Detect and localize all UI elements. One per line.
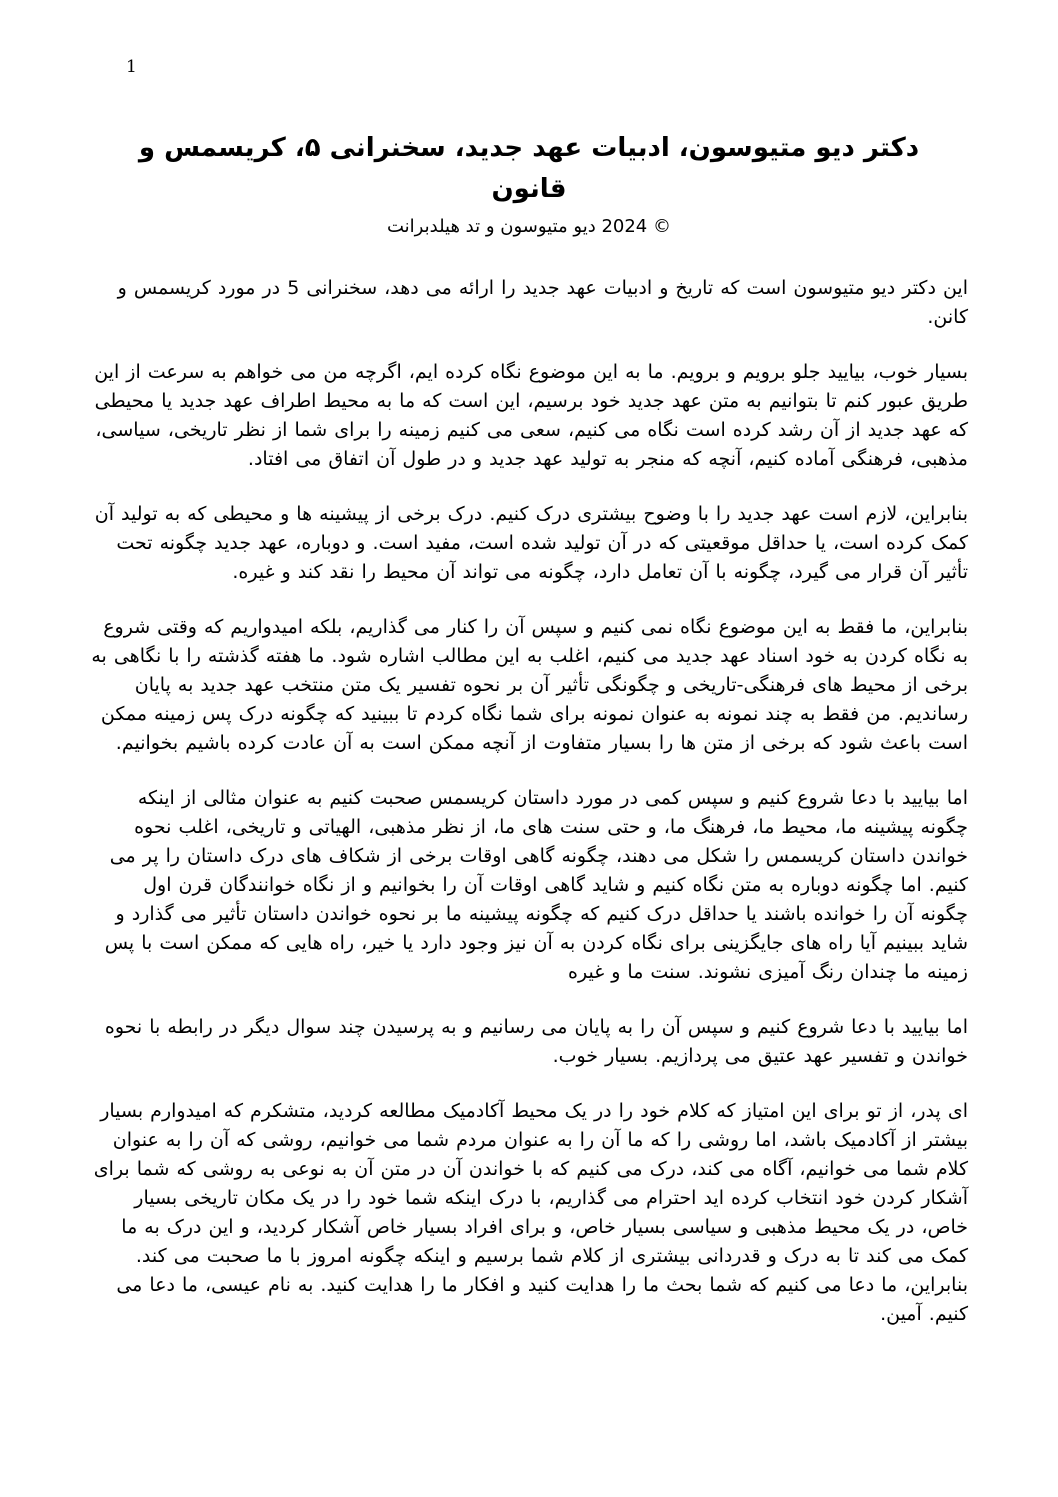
paragraph-christmas-story: اما بیایید با دعا شروع کنیم و سپس کمی در مورد داستان کریسمس صحبت کنیم به عنوان مثالی از اینکه چگونه پیشینه ما، محیط ما، فرهنگ ما، و حتی سنت های ما، از نظر مذهبی، الهیاتی و تاریخی، اغلب نحوه خواندن داستان کریسمس را شکل می دهند، چگونه گاهی اوقات برخی از شکاف های درک داستان را پر می کنیم. اما چگونه دوباره به متن نگاه کنیم و شاید گاهی اوقات آن را بخوانیم و از نگاه خوانندگان قرن اول چگونه آن را خوانده باشند یا حداقل درک کنیم که چگونه پیشینه ما بر نحوه خواندن داستان تأثیر می گذارد و شاید ببینیم آیا راه های جایگزینی برای نگاه کردن به آن نیز وجود دارد یا خیر، راه هایی که ممکن است با پس زمینه ما چندان رنگ آمیزی نشوند. سنت ما و غیره — [104, 787, 968, 983]
paragraph-intro: این دکتر دیو متیوسون است که تاریخ و ادبیات عهد جدید را ارائه می دهد، سخنرانی 5 در مورد کریسمس و کانن. — [117, 277, 968, 328]
paragraph-last-week-review: بنابراین، ما فقط به این موضوع نگاه نمی کنیم و سپس آن را کنار می گذاریم، بلکه امیدواریم که وقتی شروع به نگاه کردن به خود اسناد عهد جدید می کنیم، اغلب به این مطالب اشاره شود. ما هفته گذشته را با نگاهی به برخی از محیط های فرهنگی-تاریخی و چگونگی تأثیر آن بر نحوه تفسیر یک متن منتخب عهد جدید به پایان رساندیم. من فقط به چند نمونه به عنوان نمونه برای شما نگاه کردم تا ببینید که چگونه درک پس زمینه ممکن است باعث شود که برخی از متن ها را بسیار متفاوت از آنچه ممکن است به آن عادت کرده باشیم بخوانیم. — [91, 616, 968, 754]
paragraph-overview: بسیار خوب، بیایید جلو برویم و برویم. ما به این موضوع نگاه کرده ایم، اگرچه من می خواهم به سرعت از این طریق عبور کنم تا بتوانیم به متن عهد جدید خود برسیم، این است که ما به محیط اطراف عهد جدید یا محیطی که عهد جدید از آن رشد کرده است نگاه می کنیم، سعی می کنیم زمینه را برای شما از نظر تاریخی، سیاسی، مذهبی، فرهنگی آماده کنیم، آنچه که منجر به تولید عهد جدید و در طول آن اتفاق می افتاد. — [94, 361, 968, 470]
paragraph-prayer: ای پدر، از تو برای این امتیاز که کلام خود را در یک محیط آکادمیک مطالعه کردید، متشکرم که امیدوارم بسیار بیشتر از آکادمیک باشد، اما روشی را که ما آن را به عنوان مردم شما می خوانیم، روشی که آن را به عنوان کلام شما می خوانیم، آگاه می کند، درک می کنیم که با خواندن آن در متن آن به نوعی به روشی که شما برای آشکار کردن خود انتخاب کرده اید احترام می گذاریم، با درک اینکه شما خود را در یک مکان تاریخی بسیار خاص، در یک محیط مذهبی و سیاسی بسیار خاص، و برای افراد بسیار خاص آشکار کردید، و این درک به ما کمک می کند تا به درک و قدردانی بیشتری از کلام شما برسیم و اینکه چگونه امروز با ما صحبت می کند. بنابراین، ما دعا می کنیم که شما بحث ما را هدایت کنید و افکار ما را هدایت کنید. به نام عیسی، ما دعا می کنیم. آمین. — [93, 1100, 968, 1325]
document-title — [90, 128, 968, 210]
copyright-line: © 2024 دیو متیوسون و تد هیلدبرانت — [387, 216, 671, 237]
page-number: 1 — [126, 57, 137, 77]
title-line-1: دکتر دیو متیوسون، ادبیات عهد جدید، سخنرانی ۵، کریسمس و — [138, 133, 920, 163]
title-line-2: قانون — [491, 174, 567, 204]
document-content — [90, 128, 968, 1329]
paragraph-prayer-intro: اما بیایید با دعا شروع کنیم و سپس آن را به پایان می رسانیم و به پرسیدن چند سوال دیگر در رابطه با نحوه خواندن و تفسیر عهد عتیق می پردازیم. بسیار خوب. — [104, 1016, 968, 1067]
paragraph-context-importance: بنابراین، لازم است عهد جدید را با وضوح بیشتری درک کنیم. درک برخی از پیشینه ها و محیطی که به تولید آن کمک کرده است، یا حداقل موقعیتی که در آن تولید شده است، مفید است. و دوباره، عهد جدید چگونه تحت تأثیر آن قرار می گیرد، چگونه با آن تعامل دارد، چگونه می تواند آن محیط را نقد کند و غیره. — [94, 503, 968, 583]
